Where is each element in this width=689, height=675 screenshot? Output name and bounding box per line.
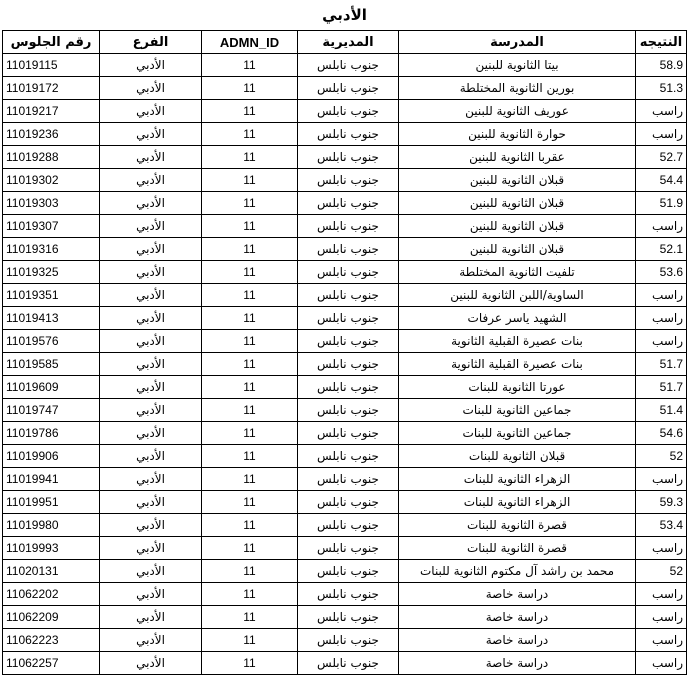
table-row: [3, 468, 687, 491]
seat-number-cell: 11019609: [3, 376, 100, 399]
directorate-cell: جنوب نابلس: [298, 146, 399, 169]
header-branch: الفرع: [100, 31, 202, 54]
admn-id-cell: 11: [202, 445, 298, 468]
table-row: [3, 652, 687, 675]
seat-number-cell: 11019993: [3, 537, 100, 560]
table-row: [3, 192, 687, 215]
branch-cell: الأدبي: [100, 330, 202, 353]
branch-cell: الأدبي: [100, 629, 202, 652]
branch-cell: الأدبي: [100, 376, 202, 399]
directorate-cell: جنوب نابلس: [298, 169, 399, 192]
branch-cell: الأدبي: [100, 261, 202, 284]
admn-id-cell: 11: [202, 422, 298, 445]
branch-cell: الأدبي: [100, 169, 202, 192]
table-row: [3, 422, 687, 445]
table-row: [3, 606, 687, 629]
seat-number-cell: 11019351: [3, 284, 100, 307]
school-cell: بنات عصيرة القبلية الثانوية: [399, 330, 636, 353]
table-row: [3, 77, 687, 100]
school-cell: عوريف الثانوية للبنين: [399, 100, 636, 123]
branch-cell: الأدبي: [100, 491, 202, 514]
branch-cell: الأدبي: [100, 606, 202, 629]
directorate-cell: جنوب نابلس: [298, 353, 399, 376]
directorate-cell: جنوب نابلس: [298, 77, 399, 100]
admn-id-cell: 11: [202, 54, 298, 77]
result-cell: 54.4: [636, 169, 687, 192]
branch-cell: الأدبي: [100, 215, 202, 238]
directorate-cell: جنوب نابلس: [298, 284, 399, 307]
result-cell: راسب: [636, 537, 687, 560]
seat-number-cell: 11062223: [3, 629, 100, 652]
branch-cell: الأدبي: [100, 583, 202, 606]
seat-number-cell: 11019906: [3, 445, 100, 468]
directorate-cell: جنوب نابلس: [298, 100, 399, 123]
school-cell: قبلان الثانوية للبنين: [399, 238, 636, 261]
admn-id-cell: 11: [202, 652, 298, 675]
result-cell: راسب: [636, 583, 687, 606]
seat-number-cell: 11019217: [3, 100, 100, 123]
table-title: الأدبي: [322, 6, 367, 24]
table-row: [3, 537, 687, 560]
seat-number-cell: 11062209: [3, 606, 100, 629]
admn-id-cell: 11: [202, 606, 298, 629]
branch-cell: الأدبي: [100, 238, 202, 261]
admn-id-cell: 11: [202, 169, 298, 192]
result-cell: 58.9: [636, 54, 687, 77]
result-cell: راسب: [636, 307, 687, 330]
result-cell: 52: [636, 445, 687, 468]
admn-id-cell: 11: [202, 261, 298, 284]
result-cell: راسب: [636, 100, 687, 123]
branch-cell: الأدبي: [100, 146, 202, 169]
seat-number-cell: 11019413: [3, 307, 100, 330]
school-cell: جماعين الثانوية للبنات: [399, 399, 636, 422]
directorate-cell: جنوب نابلس: [298, 468, 399, 491]
school-cell: حوارة الثانوية للبنين: [399, 123, 636, 146]
table-row: [3, 100, 687, 123]
directorate-cell: جنوب نابلس: [298, 629, 399, 652]
table-row: [3, 491, 687, 514]
table-row: [3, 376, 687, 399]
result-cell: 51.9: [636, 192, 687, 215]
table-row: [3, 399, 687, 422]
branch-cell: الأدبي: [100, 353, 202, 376]
results-table: [2, 30, 687, 675]
seat-number-cell: 11019585: [3, 353, 100, 376]
admn-id-cell: 11: [202, 146, 298, 169]
result-cell: 52.1: [636, 238, 687, 261]
directorate-cell: جنوب نابلس: [298, 192, 399, 215]
school-cell: الزهراء الثانوية للبنات: [399, 468, 636, 491]
branch-cell: الأدبي: [100, 652, 202, 675]
admn-id-cell: 11: [202, 284, 298, 307]
directorate-cell: جنوب نابلس: [298, 238, 399, 261]
seat-number-cell: 11019951: [3, 491, 100, 514]
result-cell: راسب: [636, 284, 687, 307]
admn-id-cell: 11: [202, 399, 298, 422]
directorate-cell: جنوب نابلس: [298, 583, 399, 606]
admn-id-cell: 11: [202, 583, 298, 606]
directorate-cell: جنوب نابلس: [298, 215, 399, 238]
school-cell: دراسة خاصة: [399, 629, 636, 652]
seat-number-cell: 11019303: [3, 192, 100, 215]
branch-cell: الأدبي: [100, 123, 202, 146]
table-row: [3, 307, 687, 330]
admn-id-cell: 11: [202, 77, 298, 100]
seat-number-cell: 11020131: [3, 560, 100, 583]
school-cell: تلفيت الثانوية المختلطة: [399, 261, 636, 284]
admn-id-cell: 11: [202, 514, 298, 537]
seat-number-cell: 11062202: [3, 583, 100, 606]
seat-number-cell: 11019288: [3, 146, 100, 169]
school-cell: جماعين الثانوية للبنات: [399, 422, 636, 445]
table-row: [3, 261, 687, 284]
branch-cell: الأدبي: [100, 514, 202, 537]
school-cell: الزهراء الثانوية للبنات: [399, 491, 636, 514]
admn-id-cell: 11: [202, 629, 298, 652]
seat-number-cell: 11019747: [3, 399, 100, 422]
result-cell: 53.4: [636, 514, 687, 537]
branch-cell: الأدبي: [100, 192, 202, 215]
directorate-cell: جنوب نابلس: [298, 307, 399, 330]
school-cell: قصرة الثانوية للبنات: [399, 537, 636, 560]
table-row: [3, 560, 687, 583]
seat-number-cell: 11019980: [3, 514, 100, 537]
header-admn-id: ADMN_ID: [202, 31, 298, 54]
seat-number-cell: 11019115: [3, 54, 100, 77]
header-directorate: المديرية: [298, 31, 399, 54]
seat-number-cell: 11019316: [3, 238, 100, 261]
table-row: [3, 123, 687, 146]
result-cell: راسب: [636, 606, 687, 629]
directorate-cell: جنوب نابلس: [298, 445, 399, 468]
directorate-cell: جنوب نابلس: [298, 560, 399, 583]
school-cell: دراسة خاصة: [399, 652, 636, 675]
branch-cell: الأدبي: [100, 560, 202, 583]
directorate-cell: جنوب نابلس: [298, 330, 399, 353]
directorate-cell: جنوب نابلس: [298, 537, 399, 560]
header-school: المدرسة: [399, 31, 636, 54]
directorate-cell: جنوب نابلس: [298, 261, 399, 284]
result-cell: 59.3: [636, 491, 687, 514]
directorate-cell: جنوب نابلس: [298, 606, 399, 629]
table-row: [3, 353, 687, 376]
seat-number-cell: 11019576: [3, 330, 100, 353]
admn-id-cell: 11: [202, 353, 298, 376]
result-cell: راسب: [636, 652, 687, 675]
header-seat-number: رقم الجلوس: [3, 31, 100, 54]
result-cell: 51.3: [636, 77, 687, 100]
directorate-cell: جنوب نابلس: [298, 514, 399, 537]
header-row: [3, 31, 687, 54]
seat-number-cell: 11019302: [3, 169, 100, 192]
directorate-cell: جنوب نابلس: [298, 123, 399, 146]
branch-cell: الأدبي: [100, 468, 202, 491]
school-cell: قبلان الثانوية للبنين: [399, 192, 636, 215]
school-cell: قبلان الثانوية للبنين: [399, 215, 636, 238]
result-cell: راسب: [636, 468, 687, 491]
school-cell: قصرة الثانوية للبنات: [399, 514, 636, 537]
branch-cell: الأدبي: [100, 284, 202, 307]
school-cell: دراسة خاصة: [399, 606, 636, 629]
table-row: [3, 583, 687, 606]
seat-number-cell: 11019172: [3, 77, 100, 100]
header-result: النتيجه: [636, 31, 687, 54]
directorate-cell: جنوب نابلس: [298, 376, 399, 399]
directorate-cell: جنوب نابلس: [298, 54, 399, 77]
result-cell: 51.7: [636, 376, 687, 399]
result-cell: راسب: [636, 330, 687, 353]
admn-id-cell: 11: [202, 307, 298, 330]
result-cell: 51.4: [636, 399, 687, 422]
table-row: [3, 238, 687, 261]
school-cell: قبلان الثانوية للبنات: [399, 445, 636, 468]
branch-cell: الأدبي: [100, 100, 202, 123]
table-row: [3, 514, 687, 537]
admn-id-cell: 11: [202, 376, 298, 399]
school-cell: بنات عصيرة القبلية الثانوية: [399, 353, 636, 376]
seat-number-cell: 11019307: [3, 215, 100, 238]
directorate-cell: جنوب نابلس: [298, 652, 399, 675]
branch-cell: الأدبي: [100, 54, 202, 77]
branch-cell: الأدبي: [100, 399, 202, 422]
result-cell: راسب: [636, 629, 687, 652]
admn-id-cell: 11: [202, 537, 298, 560]
result-cell: راسب: [636, 123, 687, 146]
admn-id-cell: 11: [202, 215, 298, 238]
table-row: [3, 54, 687, 77]
seat-number-cell: 11019325: [3, 261, 100, 284]
table-row: [3, 629, 687, 652]
admn-id-cell: 11: [202, 560, 298, 583]
table-row: [3, 284, 687, 307]
directorate-cell: جنوب نابلس: [298, 491, 399, 514]
school-cell: دراسة خاصة: [399, 583, 636, 606]
result-cell: 51.7: [636, 353, 687, 376]
branch-cell: الأدبي: [100, 445, 202, 468]
seat-number-cell: 11062257: [3, 652, 100, 675]
directorate-cell: جنوب نابلس: [298, 422, 399, 445]
school-cell: عقربا الثانوية للبنين: [399, 146, 636, 169]
branch-cell: الأدبي: [100, 307, 202, 330]
admn-id-cell: 11: [202, 100, 298, 123]
result-cell: راسب: [636, 215, 687, 238]
table-row: [3, 169, 687, 192]
school-cell: الساوية/اللبن الثانوية للبنين: [399, 284, 636, 307]
school-cell: عورتا الثانوية للبنات: [399, 376, 636, 399]
seat-number-cell: 11019786: [3, 422, 100, 445]
admn-id-cell: 11: [202, 468, 298, 491]
admn-id-cell: 11: [202, 330, 298, 353]
school-cell: الشهيد ياسر عرفات: [399, 307, 636, 330]
admn-id-cell: 11: [202, 491, 298, 514]
table-row: [3, 330, 687, 353]
school-cell: قبلان الثانوية للبنين: [399, 169, 636, 192]
table-body: [3, 54, 687, 675]
result-cell: 54.6: [636, 422, 687, 445]
admn-id-cell: 11: [202, 238, 298, 261]
school-cell: بيتا الثانوية للبنين: [399, 54, 636, 77]
school-cell: بورين الثانوية المختلطة: [399, 77, 636, 100]
result-cell: 53.6: [636, 261, 687, 284]
table-row: [3, 146, 687, 169]
school-cell: محمد بن راشد آل مكتوم الثانوية للبنات: [399, 560, 636, 583]
table-row: [3, 445, 687, 468]
table-row: [3, 215, 687, 238]
seat-number-cell: 11019236: [3, 123, 100, 146]
result-cell: 52.7: [636, 146, 687, 169]
seat-number-cell: 11019941: [3, 468, 100, 491]
directorate-cell: جنوب نابلس: [298, 399, 399, 422]
result-cell: 52: [636, 560, 687, 583]
branch-cell: الأدبي: [100, 537, 202, 560]
branch-cell: الأدبي: [100, 422, 202, 445]
branch-cell: الأدبي: [100, 77, 202, 100]
admn-id-cell: 11: [202, 123, 298, 146]
admn-id-cell: 11: [202, 192, 298, 215]
